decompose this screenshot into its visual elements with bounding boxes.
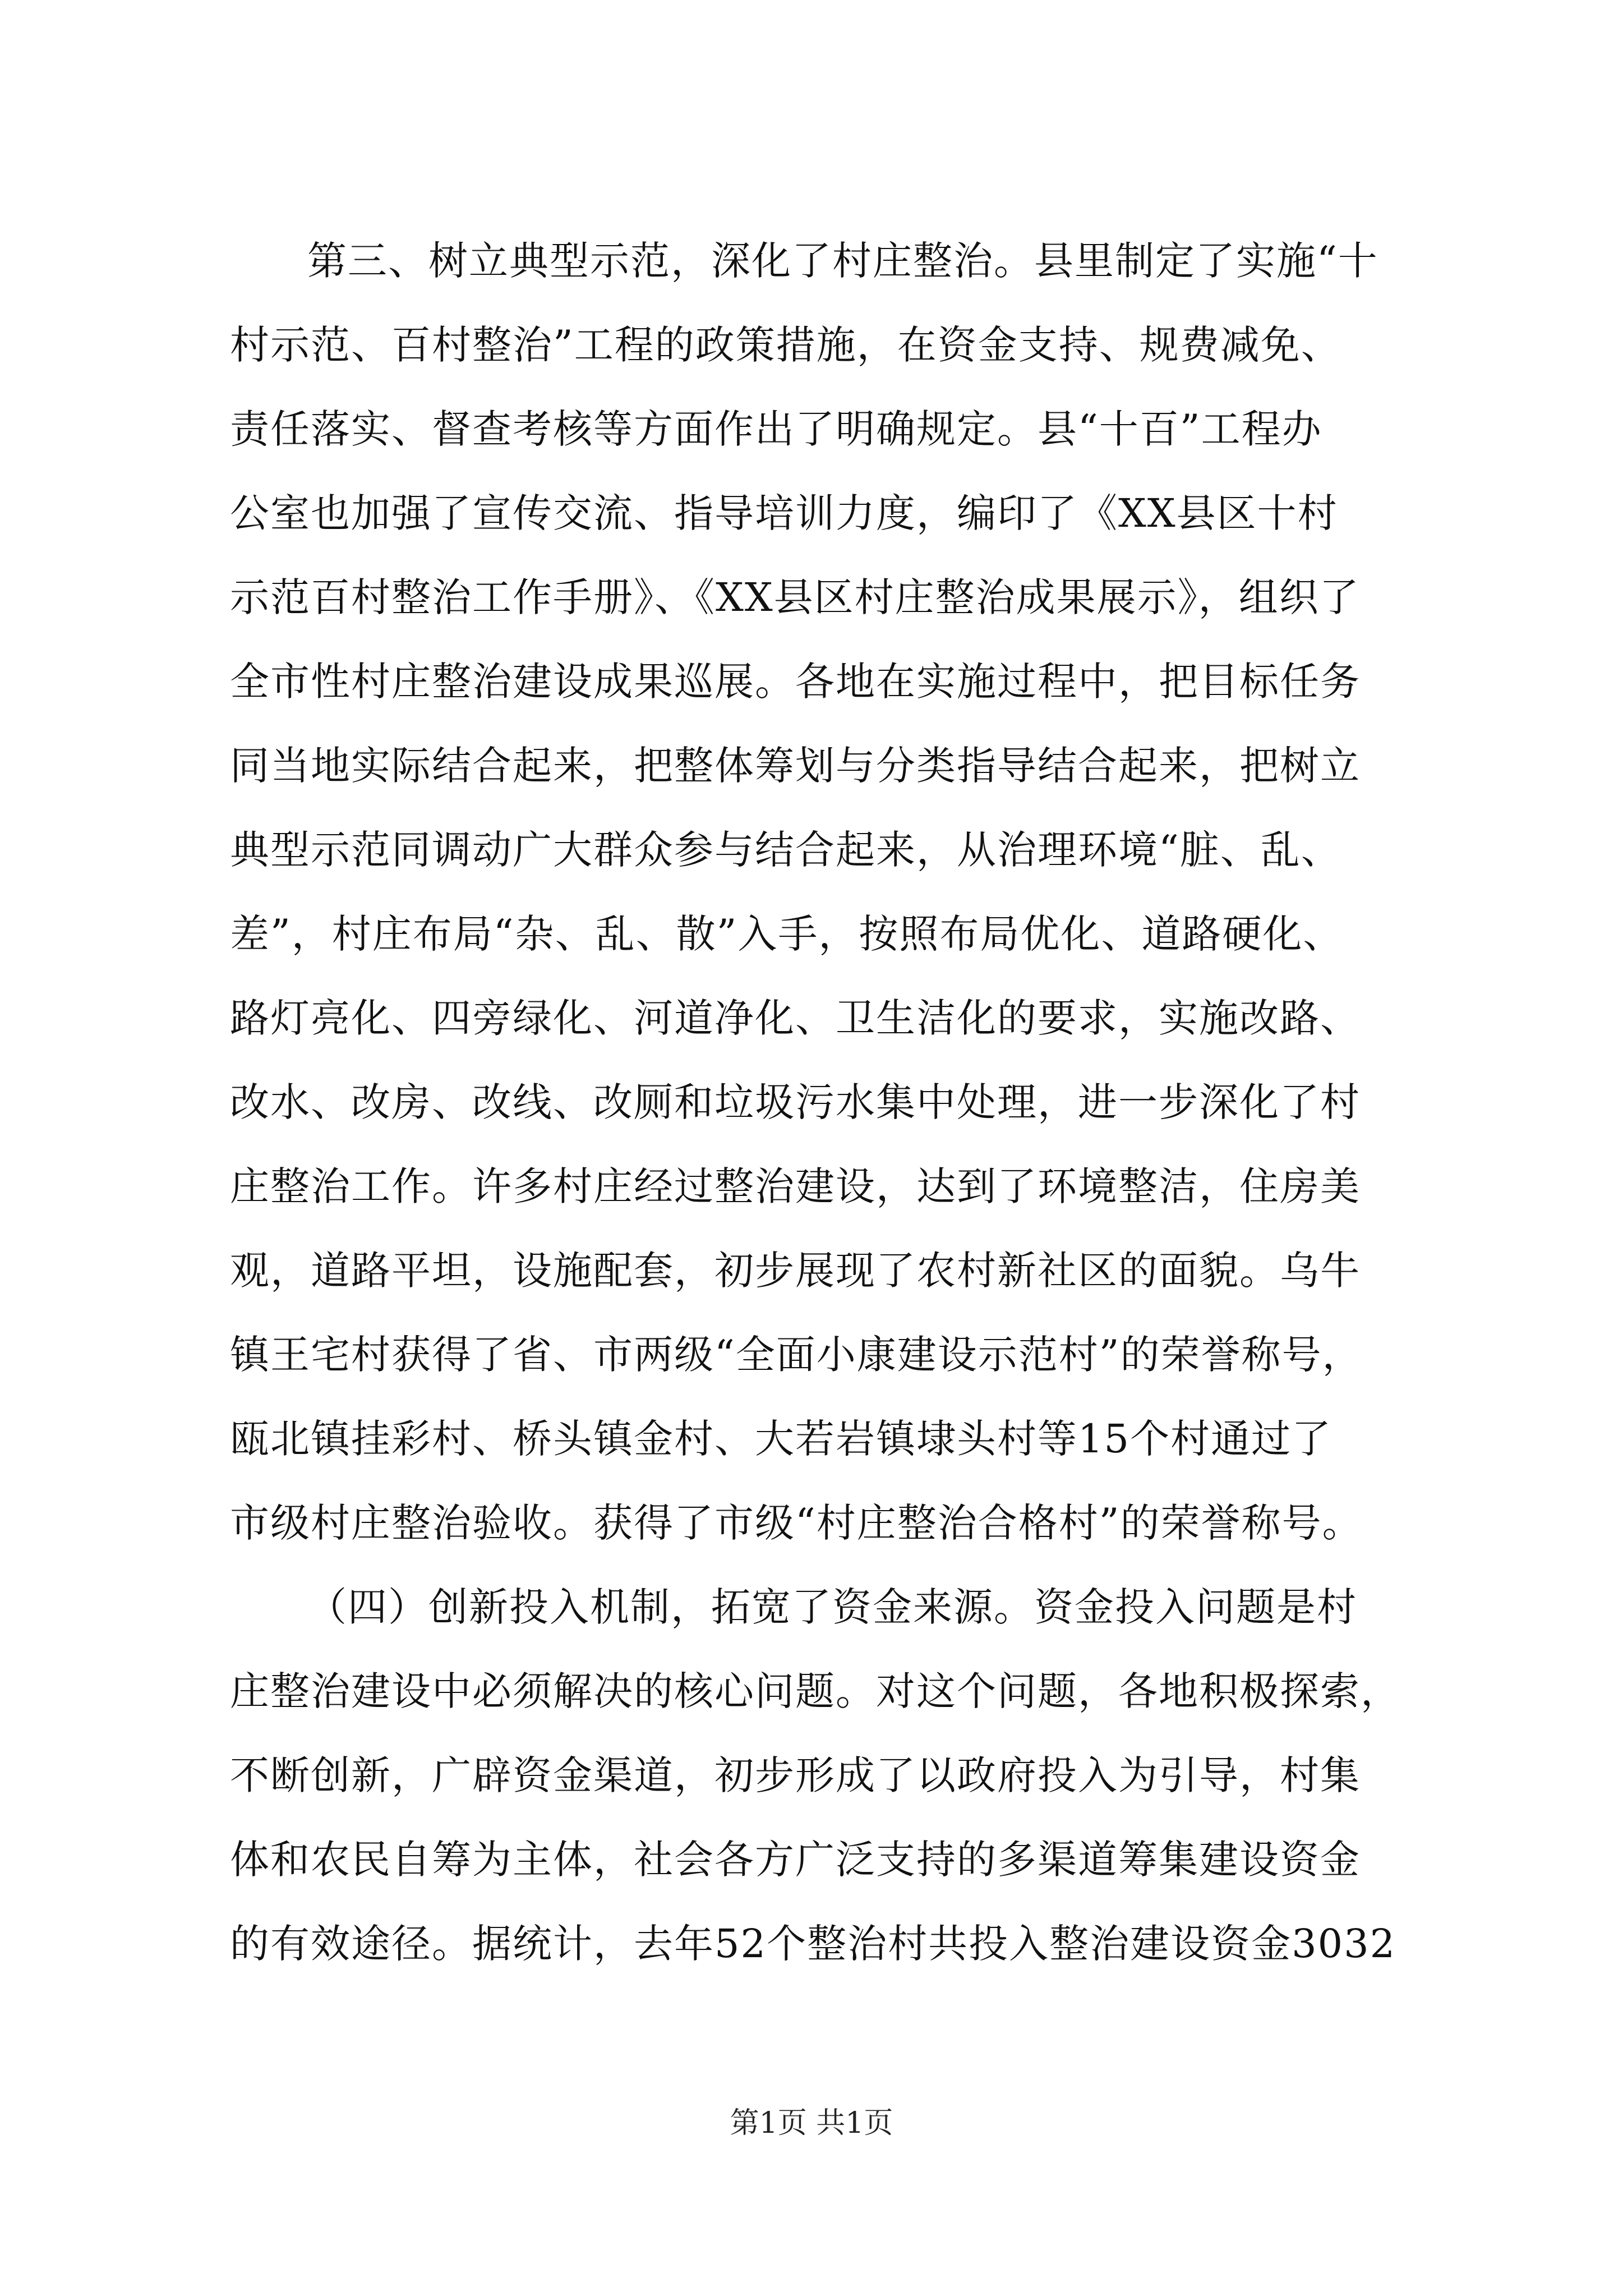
- text-line: 第三、树立典型示范，深化了村庄整治。县里制定了实施“十: [307, 238, 1378, 284]
- text-line: 瓯北镇挂彩村、桥头镇金村、大若岩镇埭头村等15个村通过了: [230, 1416, 1332, 1462]
- text-line: 庄整治建设中必须解决的核心问题。对这个问题，各地积极探索，: [230, 1668, 1401, 1714]
- text-line: 庄整治工作。许多村庄经过整治建设，达到了环境整洁，住房美: [230, 1163, 1361, 1209]
- text-line: 同当地实际结合起来，把整体筹划与分类指导结合起来，把树立: [230, 743, 1361, 789]
- text-line: （四）创新投入机制，拓宽了资金来源。资金投入问题是村: [307, 1584, 1357, 1630]
- text-line: 不断创新，广辟资金渠道，初步形成了以政府投入为引导，村集: [230, 1752, 1361, 1798]
- text-line: 改水、改房、改线、改厕和垃圾污水集中处理，进一步深化了村: [230, 1079, 1361, 1125]
- page-footer: 第1页 共1页: [730, 2106, 893, 2140]
- text-line: 观，道路平坦，设施配套，初步展现了农村新社区的面貌。乌牛: [230, 1248, 1361, 1294]
- text-line: 典型示范同调动广大群众参与结合起来，从治理环境“脏、乱、: [230, 827, 1341, 873]
- text-line: 全市性村庄整治建设成果巡展。各地在实施过程中，把目标任务: [230, 659, 1361, 705]
- text-line: 路灯亮化、四旁绿化、河道净化、卫生洁化的要求，实施改路、: [230, 995, 1361, 1041]
- text-line: 示范百村整治工作手册》、《XX县区村庄整治成果展示》，组织了: [230, 574, 1360, 620]
- text-line: 镇王宅村获得了省、市两级“全面小康建设示范村”的荣誉称号，: [230, 1332, 1363, 1378]
- text-line: 的有效途径。据统计，去年52个整治村共投入整治建设资金3032: [230, 1921, 1396, 1967]
- text-line: 市级村庄整治验收。获得了市级“村庄整治合格村”的荣誉称号。: [230, 1500, 1363, 1546]
- text-line: 体和农民自筹为主体，社会各方广泛支持的多渠道筹集建设资金: [230, 1837, 1361, 1883]
- text-line: 差”，村庄布局“杂、乱、散”入手，按照布局优化、道路硬化、: [230, 911, 1344, 957]
- text-line: 村示范、百村整治”工程的政策措施，在资金支持、规费减免、: [230, 322, 1341, 368]
- text-line: 责任落实、督查考核等方面作出了明确规定。县“十百”工程办: [230, 406, 1322, 452]
- text-line: 公室也加强了宣传交流、指导培训力度，编印了《XX县区十村: [230, 490, 1338, 536]
